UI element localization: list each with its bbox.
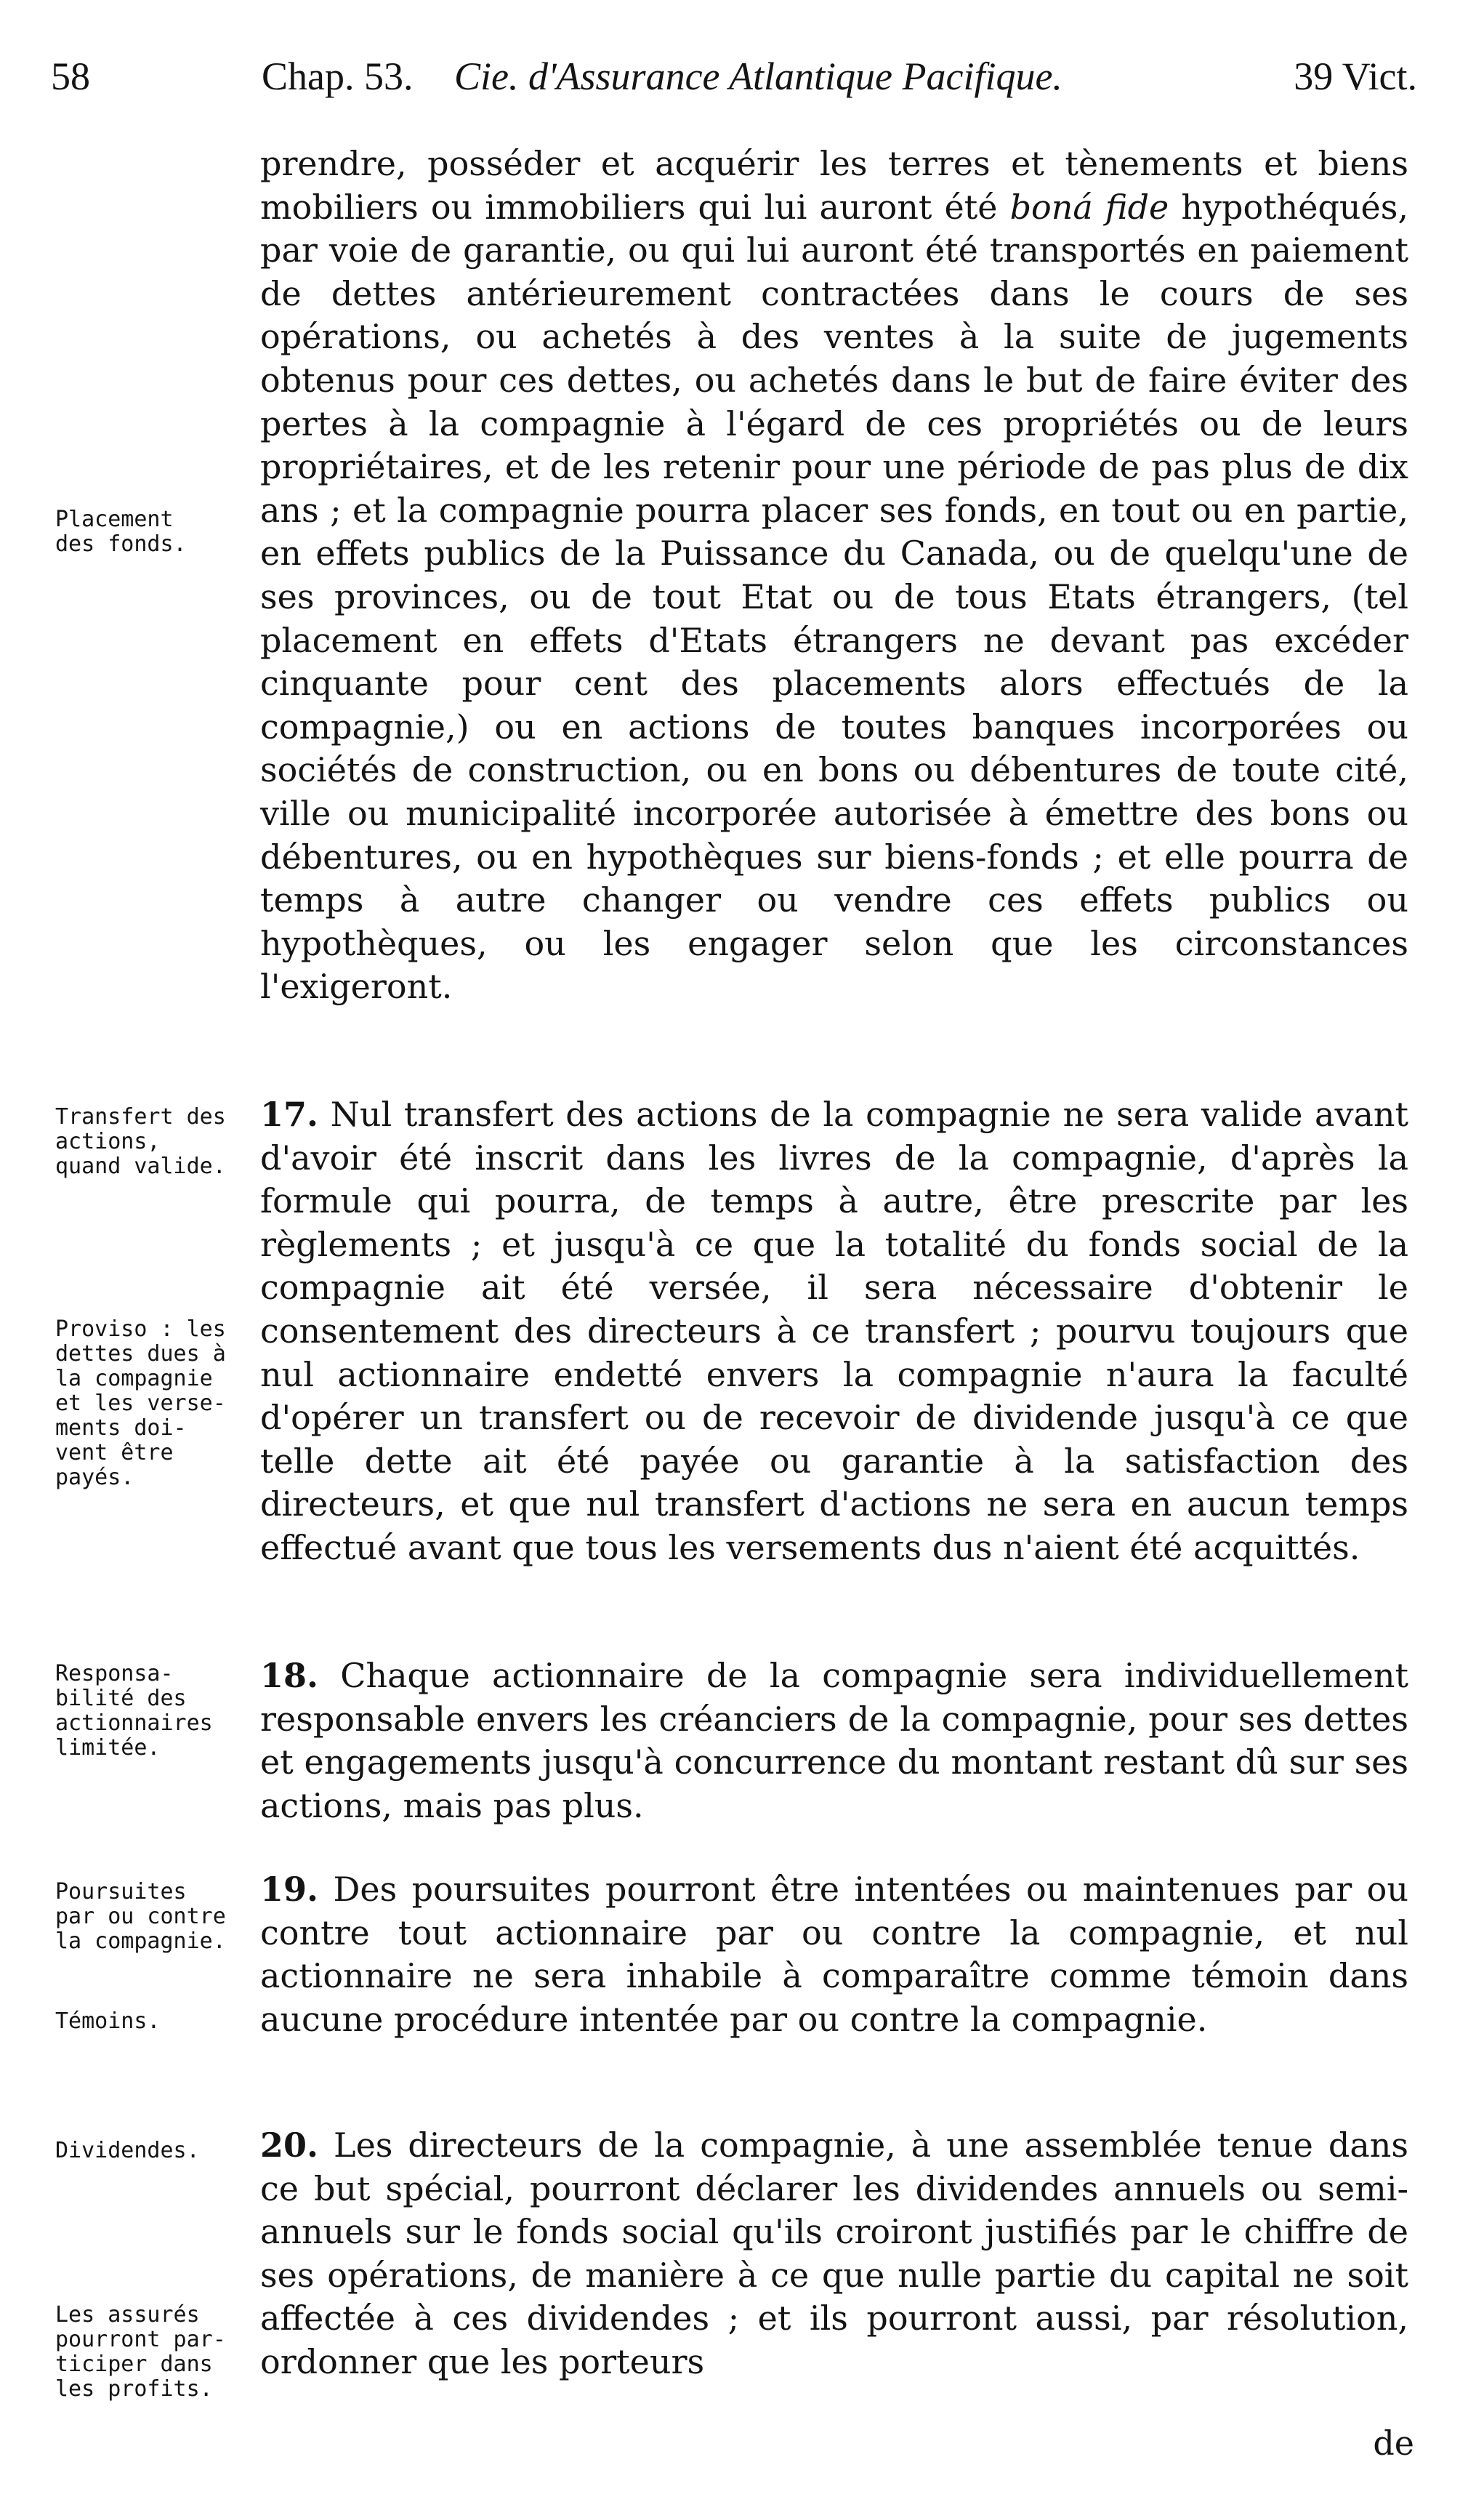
margin-note-proviso: Proviso : les dettes dues à la compagnie et les verse- ments doi- vent être payés.: [55, 1316, 226, 1490]
margin-note-placement: Placement des fonds.: [55, 507, 187, 557]
chapter-label: Chap. 53.: [262, 55, 414, 98]
section-number: 20.: [260, 2125, 319, 2165]
section-text: Nul transfert des actions de la compagnie ne sera valide avant d'avoir été inscrit dans les livres de la compagnie, d'après la formule qui pourra, de temps à autre, être prescrite par les règlements ; et jusqu'à ce que la totalité du fonds social de la compagnie ait été versée, il sera nécessaire d'obtenir le consentement des directeurs à ce transfert ; pourvu toujours que nul actionnaire endetté envers la compagnie n'aura la faculté d'opérer un transfert ou de recevoir de dividende jusqu'à ce que telle dette ait été payée ou garantie à la satisfaction des directeurs, et que nul transfert d'actions ne sera en aucun temps effectué avant que tous les versements dus n'aient été acquittés.: [260, 1095, 1408, 1567]
continuation-paragraph: [260, 142, 1408, 1009]
section-text: Des poursuites pourront être intentées ou maintenues par ou contre tout actionnaire par ou contre la compagnie, et nul actionnaire ne sera inhabile à comparaître comme témoin dans aucune procédure intentée par ou contre la compagnie.: [260, 1870, 1408, 2039]
continuation-text-2: hypothéqués, par voie de garantie, ou qui lui auront été transportés en paiement de dettes antérieurement contractées dans le cours de ses opérations, ou achetés à des ventes à la suite de jugements obtenus pour ces dettes, ou achetés dans le but de faire éviter des pertes à la compagnie à l'égard de ces propriétés ou de leurs propriétaires, et de les retenir pour une période de pas plus de dix ans ; et la compagnie pourra placer ses fonds, en tout ou en partie, en effets publics de la Puissance du Canada, ou de quelqu'une de ses provinces, ou de tout Etat ou de tous Etats étrangers, (tel placement en effets d'Etats étrangers ne devant pas excéder cinquante pour cent des placements alors effectués de la compagnie,) ou en actions de toutes banques incorporées ou sociétés de construction, ou en bons ou débentures de toute cité, ville ou municipalité incorporée autorisée à émettre des bons ou débentures, ou en hypothèques sur biens-fonds ; et elle pourra de temps à autre changer ou vendre ces effets publics ou hypothèques, ou les engager selon que les circonstances l'exigeront.: [260, 187, 1409, 1007]
section-19: [260, 1868, 1408, 2041]
running-title: Cie. d'Assurance Atlantique Pacifique.: [454, 55, 1062, 98]
continuation-italic: boná fide: [1009, 187, 1169, 227]
margin-note-transfert: Transfert des actions, quand valide.: [55, 1104, 226, 1179]
regnal-year: 39 Vict.: [1294, 55, 1417, 98]
margin-note-assures: Les assurés pourront par- ticiper dans les profits.: [55, 2302, 226, 2402]
section-number: 18.: [260, 1656, 319, 1695]
page-header: [51, 54, 1417, 105]
page-number: 58: [51, 55, 90, 98]
margin-note-temoins: Témoins.: [55, 2008, 161, 2034]
margin-note-responsabilite: Responsa- bilité des actionnaires limitée.: [55, 1661, 213, 1761]
margin-note-poursuites: Poursuites par ou contre la compagnie.: [55, 1879, 226, 1954]
section-text: Les directeurs de la compagnie, à une assemblée tenue dans ce but spécial, pourront déclarer les dividendes annuels ou semi-annuels sur le fonds social qu'ils croiront justifiés par le chiffre de ses opérations, de manière à ce que nulle partie du capital ne soit affectée à ces dividendes ; et ils pourront aussi, par résolution, ordonner que les porteurs: [260, 2125, 1408, 2381]
section-18: [260, 1654, 1408, 1827]
section-number: 19.: [260, 1870, 319, 1909]
section-17: [260, 1093, 1408, 1570]
section-text: Chaque actionnaire de la compagnie sera individuellement responsable envers les créanciers de la compagnie, pour ses dettes et engagements jusqu'à concurrence du montant restant dû sur ses actions, mais pas plus.: [260, 1656, 1408, 1825]
continuation-text-1: prendre, posséder et acquérir les terres et tènements et biens mobiliers ou immobiliers qui lui auront été: [260, 144, 1408, 227]
section-20: [260, 2124, 1408, 2384]
section-number: 17.: [260, 1095, 319, 1134]
catchword: de: [1373, 2423, 1414, 2463]
margin-note-dividendes: Dividendes.: [55, 2138, 200, 2163]
